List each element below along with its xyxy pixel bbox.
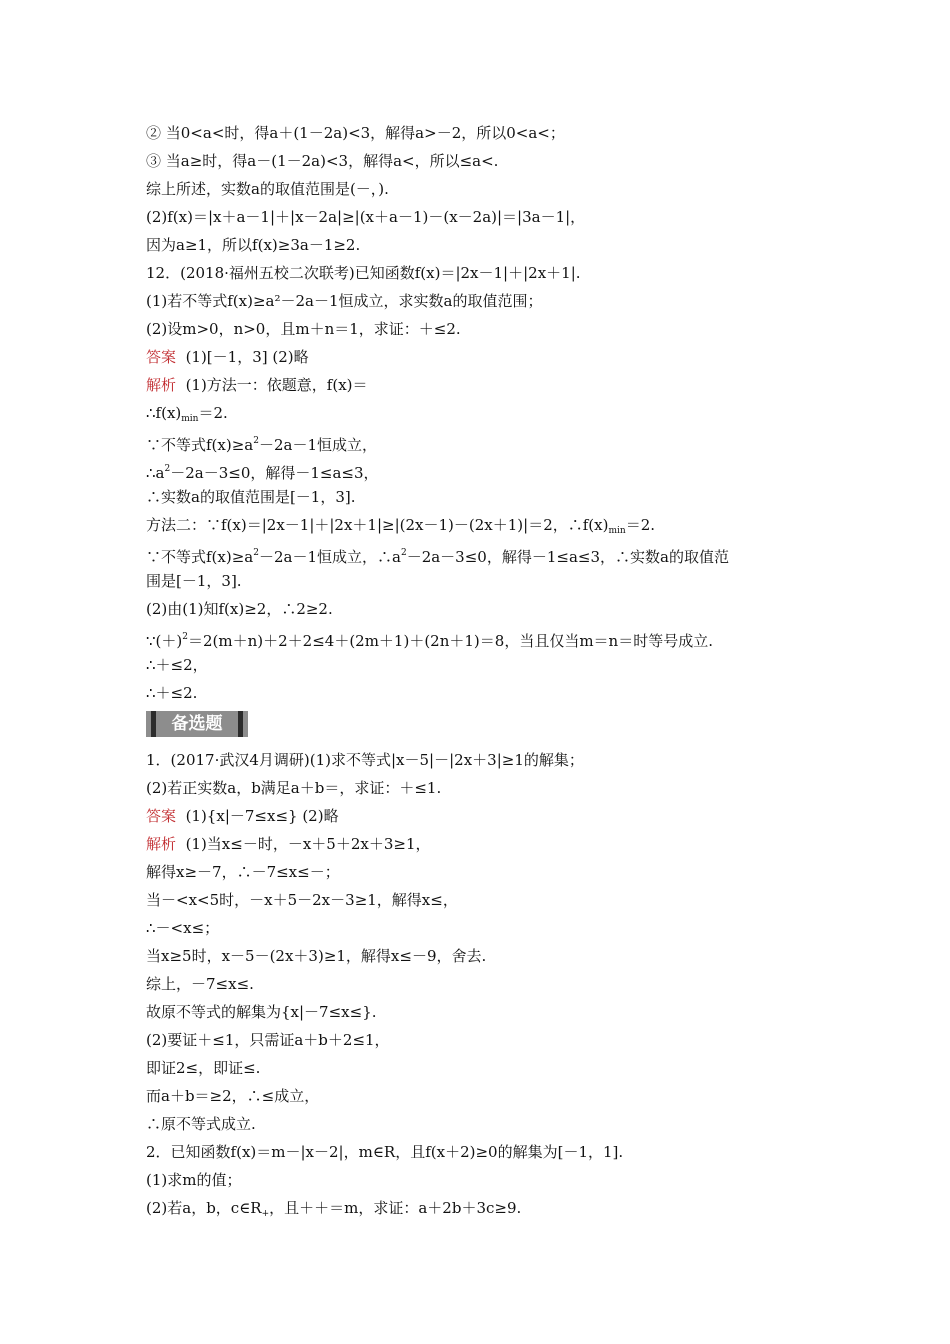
text-line: ∴＋≤2. — [146, 684, 198, 702]
text-line: ∴原不等式成立. — [146, 1115, 256, 1133]
problem-1-title: 1．(2017·武汉4月调研)(1)求不等式|x－5|－|2x＋3|≥1的解集； — [146, 751, 584, 769]
text-line: (1)若不等式f(x)≥a²－2a－1恒成立，求实数a的取值范围； — [146, 292, 543, 310]
text-line: 而a＋b＝≥2，∴≤成立， — [146, 1087, 320, 1105]
text-line: (2)设m>0，n>0，且m＋n＝1，求证：＋≤2. — [146, 320, 461, 338]
problem-12-title: 12．(2018·福州五校二次联考)已知函数f(x)＝|2x－1|＋|2x＋1|. — [146, 264, 581, 282]
text-line: ∴＋≤2， — [146, 656, 208, 674]
text-line: ∵不等式$f(x)\ge a^2-2a-1$恒成立，$\therefore a^2-2a-3\le 0$，解得－1≤a≤3，∴实数a的取值范 — [146, 548, 729, 566]
text-line: $\therefore f(x)_{min}=2$. — [146, 404, 228, 424]
text-line: 围是[－1，3]. — [146, 572, 242, 590]
text-line: 综上所述，实数a的取值范围是(－，). — [146, 180, 389, 198]
text-line: 综上，－7≤x≤. — [146, 975, 254, 993]
section-banner — [146, 711, 248, 737]
text-line: 故原不等式的解集为{x|－7≤x≤}. — [146, 1003, 377, 1021]
answer-label: 答案 — [146, 807, 177, 825]
text-line: 即证2≤，即证≤. — [146, 1059, 261, 1077]
text-line: 因为a≥1，所以f(x)≥3a－1≥2. — [146, 236, 361, 254]
text-line: $\because(+)^2=2(m+n)+2+2\le 4+(2m+1)+(2n+1)=8$，当且仅当m＝n＝时等号成立. — [146, 632, 713, 650]
text-line: 解得x≥－7，∴－7≤x≤－； — [146, 863, 340, 881]
text-line: 方法二：∵f(x)＝|2x－1|＋|2x＋1|≥|(2x－1)－(2x＋1)|＝2，$\therefore f(x)_{min}=2$. — [146, 516, 655, 536]
text-line: (2)若正实数a，b满足a＋b＝，求证：＋≤1. — [146, 779, 442, 797]
text-line: (1)求m的值； — [146, 1171, 242, 1189]
problem-2-title: 2．已知函数f(x)＝m－|x－2|，m∈R，且f(x＋2)≥0的解集为[－1，1]. — [146, 1143, 624, 1161]
text-line: (2)f(x)＝|x＋a－1|＋|x－2a|≥|(x＋a－1)－(x－2a)|＝|3a－1|， — [146, 208, 586, 226]
text-line: ∵不等式$f(x)\ge a^2-2a-1$恒成立， — [146, 436, 377, 454]
answer-label: 答案 — [146, 348, 177, 366]
analysis-label: 解析 — [146, 835, 177, 853]
analysis-line: 解析 (1)方法一：依题意，f(x)＝ — [146, 376, 368, 394]
text-line: ∴实数a的取值范围是[－1，3]. — [146, 488, 356, 506]
analysis-line: 解析 (1)当x≤－时，－x＋5＋2x＋3≥1， — [146, 835, 431, 853]
text-line: (2)要证＋≤1，只需证a＋b＋2≤1， — [146, 1031, 390, 1049]
section-title: 备选题 — [171, 714, 223, 734]
text-line: 当x≥5时，x－5－(2x＋3)≥1，解得x≤－9，舍去. — [146, 947, 487, 965]
banner-right-bar — [238, 711, 243, 737]
banner-left-bar — [151, 711, 156, 737]
answer-line: 答案 (1)[－1，3] (2)略 — [146, 348, 309, 366]
text-line: $\therefore a^2-2a-3\le 0$，解得－1≤a≤3， — [146, 464, 379, 482]
text-line: (2)若a，b，$c\in R_+$，且＋＋＝m，求证：a＋2b＋3c≥9. — [146, 1199, 522, 1219]
text-line: ② 当0<a<时，得a＋(1－2a)<3，解得a>－2，所以0<a<； — [146, 124, 565, 142]
text-line: (2)由(1)知f(x)≥2，∴2≥2. — [146, 600, 333, 618]
analysis-label: 解析 — [146, 376, 177, 394]
text-line: 当－<x<5时，－x＋5－2x－3≥1，解得x≤， — [146, 891, 458, 909]
text-line: ③ 当a≥时，得a－(1－2a)<3，解得a<，所以≤a<. — [146, 152, 499, 170]
answer-line: 答案 (1){x|－7≤x≤} (2)略 — [146, 807, 339, 825]
text-line: ∴－<x≤； — [146, 919, 220, 937]
